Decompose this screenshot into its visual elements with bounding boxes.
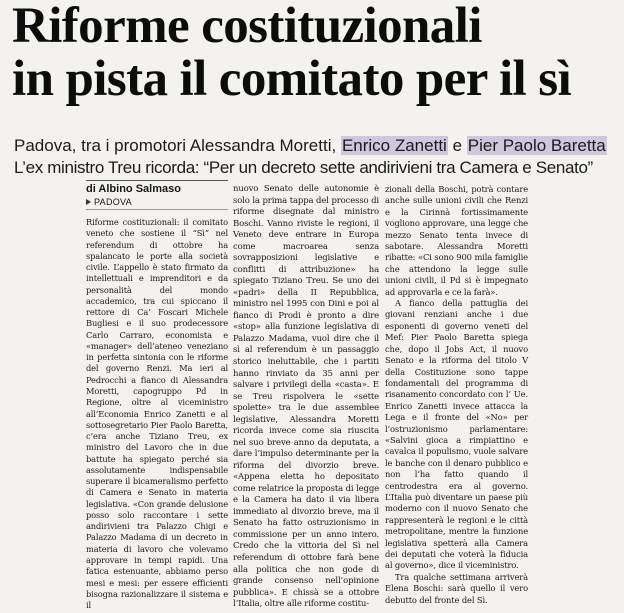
highlighted-name-baretta: Pier Paolo Baretta <box>467 136 606 155</box>
article-column-2 <box>233 184 379 611</box>
column-3-paragraph-2: A fianco della pattuglia dei giovani renziani anche i due esponenti di governo veneti del Mef: Pier Paolo Baretta spiega che, dopo il Jobs Act, il nuovo Senato e la riforma del titolo V della Costituzione sono tappe fondamentali del programma di risanamento concordato con l’ Ue. Enrico Zanetti invece attacca la Lega e il fronte del «No» per l’ostruzionismo parlamentare: «Salvini gioca a rimpiattino e cavalca il populismo, vuole salvare le banche con il denaro pubblico e non l’ha fatto quando il centrodestra era al governo. L’Italia può diventare un paese più moderno con il nuovo Senato che rappresenterà le regioni e le città metropolitane, mentre la funzione legislativa spetterà alla Camera dei deputati che voterà la fiducia al governo», dice il viceministro. <box>385 298 528 571</box>
dateline-text: PADOVA <box>94 197 132 207</box>
dateline-rule <box>86 209 228 210</box>
subheadline-line-1 <box>14 136 620 156</box>
headline <box>12 0 617 106</box>
subheadline-prefix: Padova, tra i promotori Alessandra Moretti, <box>14 136 337 155</box>
column-3-paragraph-1: zionali della Boschi, potrà contare anche sulle unioni civili che Renzi e la Cirinnà fortissimamente vogliono approvare, una legge che mezzo Senato tenta invece di sabotare. Alessandra Moretti ribatte: «Ci sono 900 mila famiglie che attendono la legge sulle unioni civili, il Pd si è impegnato ad approvarla e ce la farà». <box>385 184 528 297</box>
headline-line-1: Riforme costituzionali <box>12 0 482 54</box>
column-2-paragraph: nuovo Senato delle autonomie è solo la prima tappa del processo di riforme disegnate dal ministro Boschi. Vanno riviste le regioni, il Veneto deve entrare in Europa come macroarea senza sovrapposizioni legislative e conflitti di attribuzione» ha spiegato Tiziano Treu. Se uno dei «padri» della II Repubblica, ministro nel 1995 con Dini e poi al fianco di Prodi è pronto a dire «stop» alla funzione legislativa di Palazzo Madama, vuol dire che il sì al referendum è un passaggio storico ineluttabile, che i partiti hanno rinviato da 35 anni per salvare i privilegi della «casta». E se Treu rispolvera le «sette spolette» tra le due assemblee legislative, Alessandra Moretti ricorda invece come sia riuscita nel suo breve anno da deputata, a dare l’impulso determinante per la riforma del divorzio breve. «Appena eletta ho depositato come relatrice la proposta di legge e la Camera ha dato il via libera immediato al divorzio breve, ma il Senato ha fatto ostruzionismo in commissione per un anno intero. Credo che la vittoria del Sì nel referendum di ottobre farà bene alla politica che non gode di grande consenso nell’opinione pubblica». E chissà se a ottobre l’Italia, oltre alle riforme costitu- <box>233 184 379 610</box>
subheadline-line-2: L’ex ministro Treu ricorda: “Per un decreto sette andirivieni tra Camera e Senato” <box>14 158 593 177</box>
triangle-icon <box>86 199 91 205</box>
byline-rule <box>86 180 228 181</box>
article-column-3 <box>385 184 528 606</box>
article-column-1 <box>86 217 228 611</box>
column-1-paragraph: Riforme costituzionali: il comitato veneto che sostiene il “Sì” nel referendum di ottobre ha spalancato le porte alla società civile. L’appello è stato firmato da intellettuali e imprenditori e da personalità del mondo accademico, tra cui spiccano il rettore di Ca’ Foscari Michele Bugliesi e il suo prodecessore Carlo Carraro, economista e «manager» dell’ateneo veneziano in perfetta sintonia con le riforme del governo Renzi. Ma ieri al Pedrocchi a fianco di Alessandra Moretti, capogruppo Pd in Regione, oltre al viceministro all’Economia Enrico Zanetti e al sottosegretario Pier Paolo Baretta, c’era anche Tiziano Treu, ex ministro del Lavoro che in due battute ha spiegato perché sia assolutamente indispensabile superare il bicameralismo perfetto di Camera e Senato in materia legislativa. «Con grande delusione posso solo raccontare i sette andirivieni tra Palazzo Chigi e Palazzo Madama di un decreto in materia di lavoro che volevamo approvare in tempi rapidi. Una fatica estenuante, abbiamo perso mesi e mesi: per essere efficienti bisogna razionalizzare il sistema e il <box>86 217 228 611</box>
byline: di Albino Salmaso <box>86 183 181 195</box>
subheadline-conjunction: e <box>452 136 463 155</box>
headline-line-2: in pista il comitato per il sì <box>12 51 572 107</box>
dateline <box>86 197 132 207</box>
column-3-paragraph-3: Tra qualche settimana arriverà Elena Boschi: sarà quello il vero debutto del fronte del Sì. <box>385 571 528 605</box>
highlighted-name-zanetti: Enrico Zanetti <box>341 136 447 155</box>
